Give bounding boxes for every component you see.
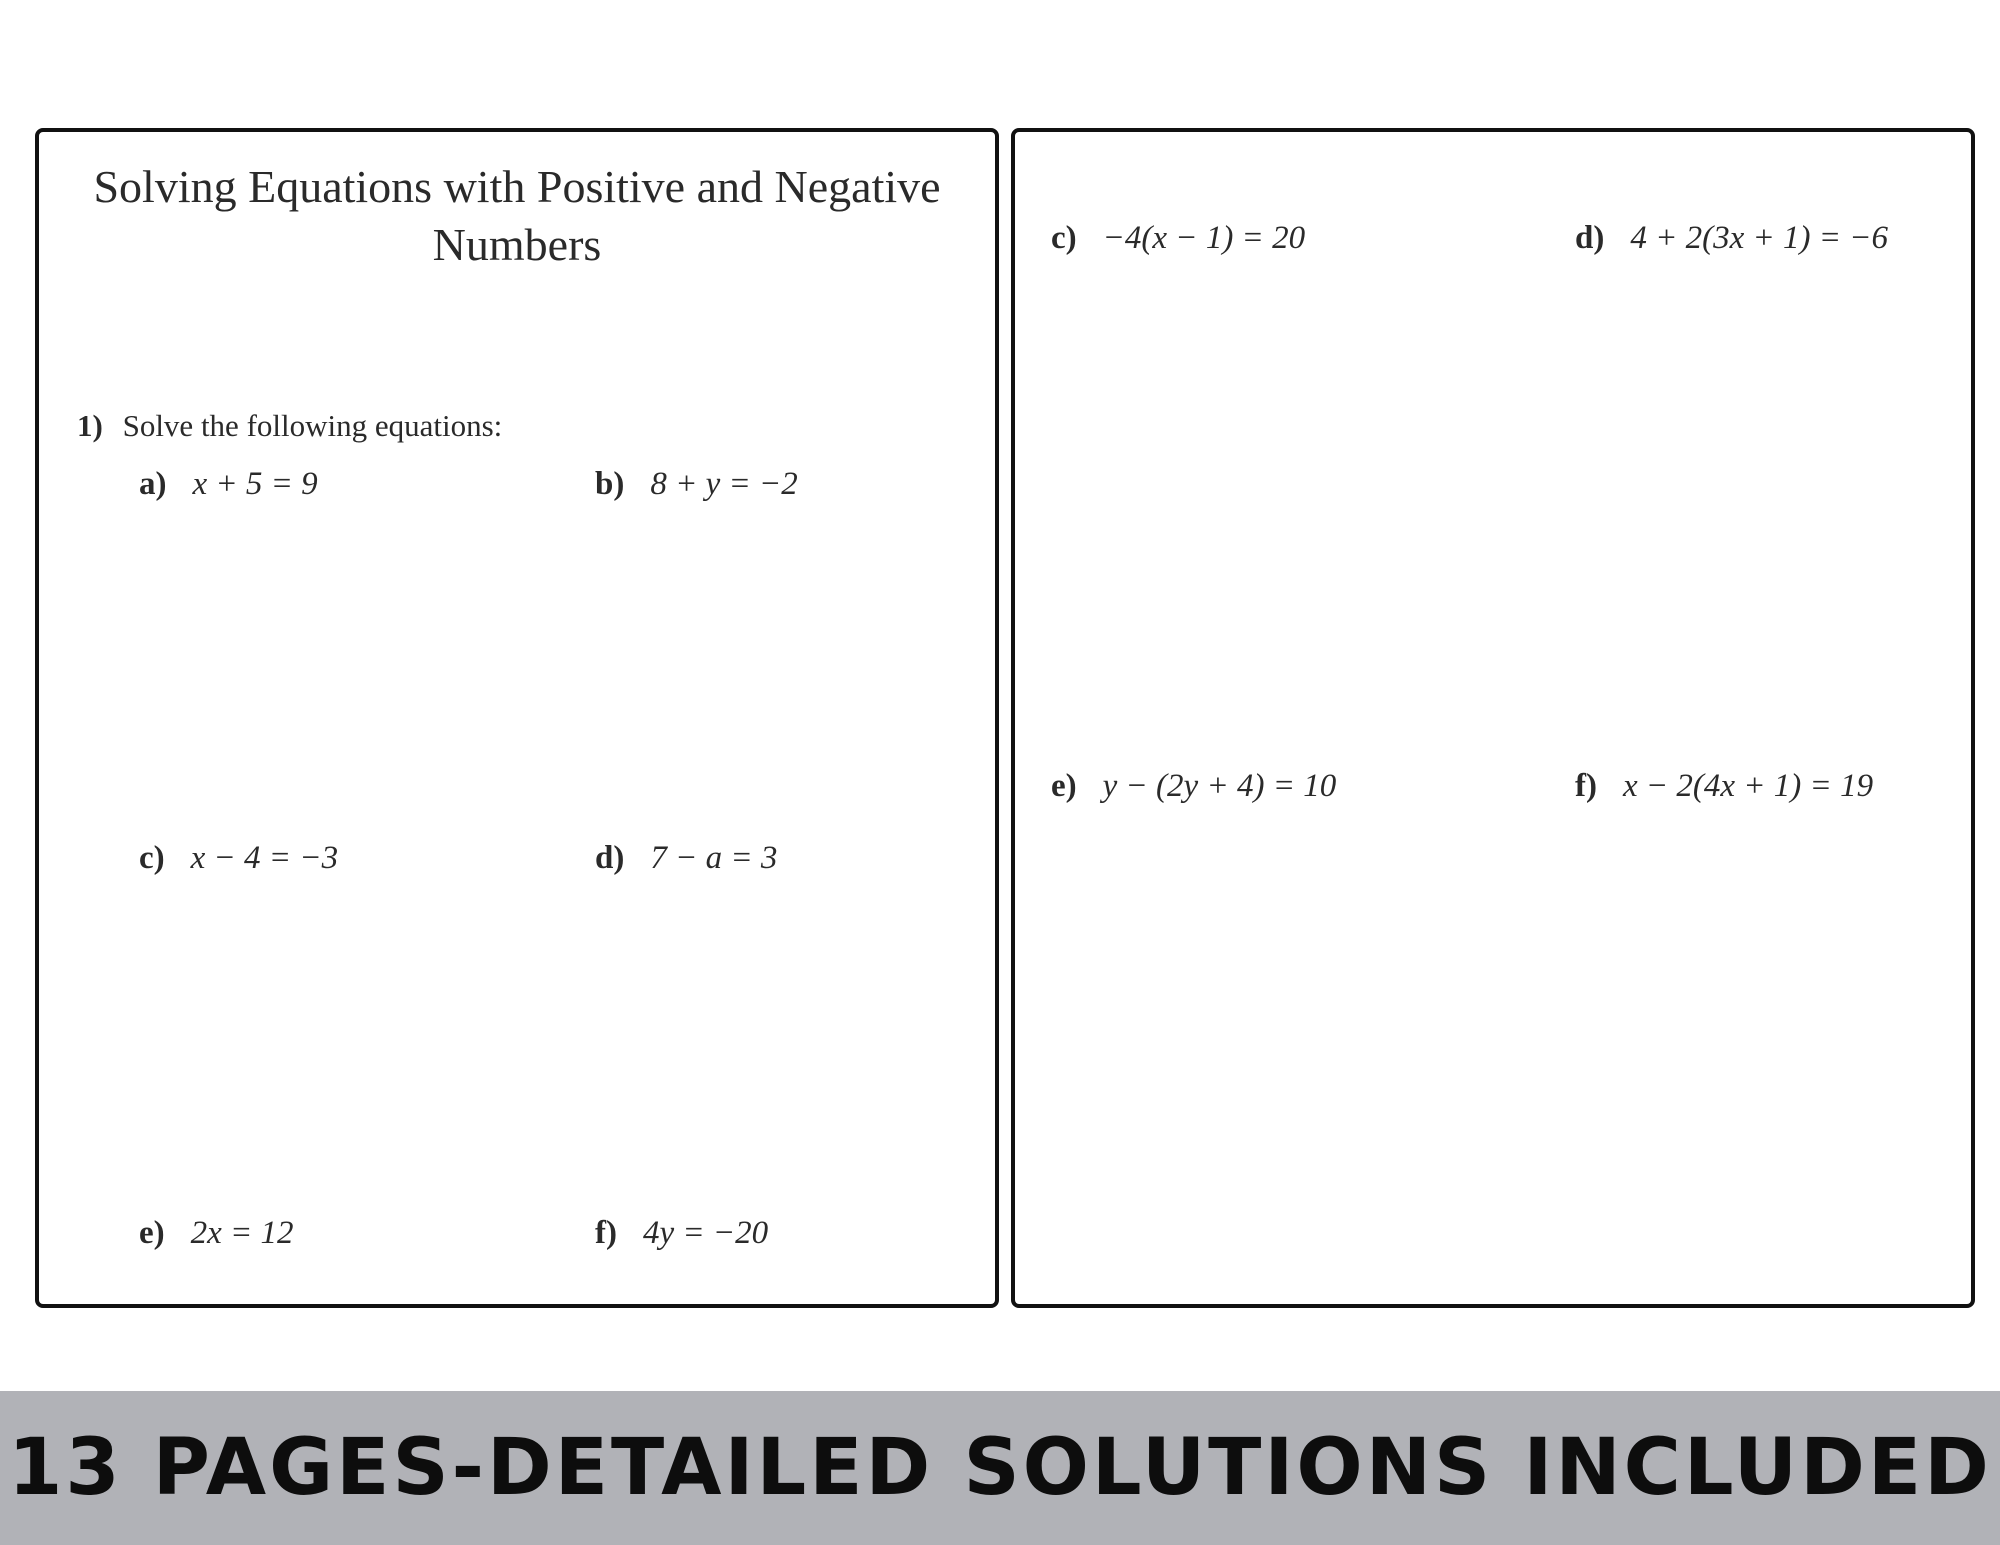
problem-label: d)	[1575, 220, 1605, 256]
problem-d	[595, 840, 777, 877]
problem-label: c)	[1051, 220, 1077, 256]
problem-label: f)	[1575, 768, 1597, 804]
problem-equation: x − 2(4x + 1) = 19	[1622, 768, 1874, 804]
problem-label: b)	[595, 466, 625, 502]
problem-label: d)	[595, 840, 625, 876]
problem-b	[595, 466, 798, 503]
instruction-text: Solve the following equations:	[122, 408, 503, 443]
problem-equation: −4(x − 1) = 20	[1102, 220, 1306, 256]
problem-equation: y − (2y + 4) = 10	[1102, 768, 1337, 804]
worksheet-title: Solving Equations with Positive and Negative Numbers	[93, 161, 941, 270]
problem-label: f)	[595, 1215, 617, 1251]
problem-equation: 4y = −20	[642, 1215, 769, 1251]
problem-label: a)	[139, 466, 167, 502]
problem-e	[1051, 768, 1336, 805]
problem-f	[1575, 768, 1873, 805]
problem-equation: x + 5 = 9	[192, 466, 318, 502]
problem-label: e)	[139, 1215, 165, 1251]
problem-a	[139, 466, 318, 503]
problem-equation: x − 4 = −3	[190, 840, 339, 876]
problem-equation: 4 + 2(3x + 1) = −6	[1630, 220, 1889, 256]
problem-equation: 2x = 12	[190, 1215, 294, 1251]
solutions-banner	[0, 1391, 2000, 1545]
problem-equation: 7 − a = 3	[650, 840, 778, 876]
problem-label: c)	[139, 840, 165, 876]
banner-text: 13 PAGES-DETAILED SOLUTIONS INCLUDED	[8, 1423, 1992, 1513]
problem-c	[139, 840, 338, 877]
problem-f	[595, 1215, 768, 1252]
problem-c	[1051, 220, 1305, 257]
worksheet-page-right	[1011, 128, 1975, 1308]
question-number: 1)	[77, 408, 103, 443]
instruction	[77, 408, 502, 444]
problem-d	[1575, 220, 1888, 257]
problem-equation: 8 + y = −2	[650, 466, 798, 502]
worksheet-page-left	[35, 128, 999, 1308]
problem-e	[139, 1215, 294, 1252]
problem-label: e)	[1051, 768, 1077, 804]
